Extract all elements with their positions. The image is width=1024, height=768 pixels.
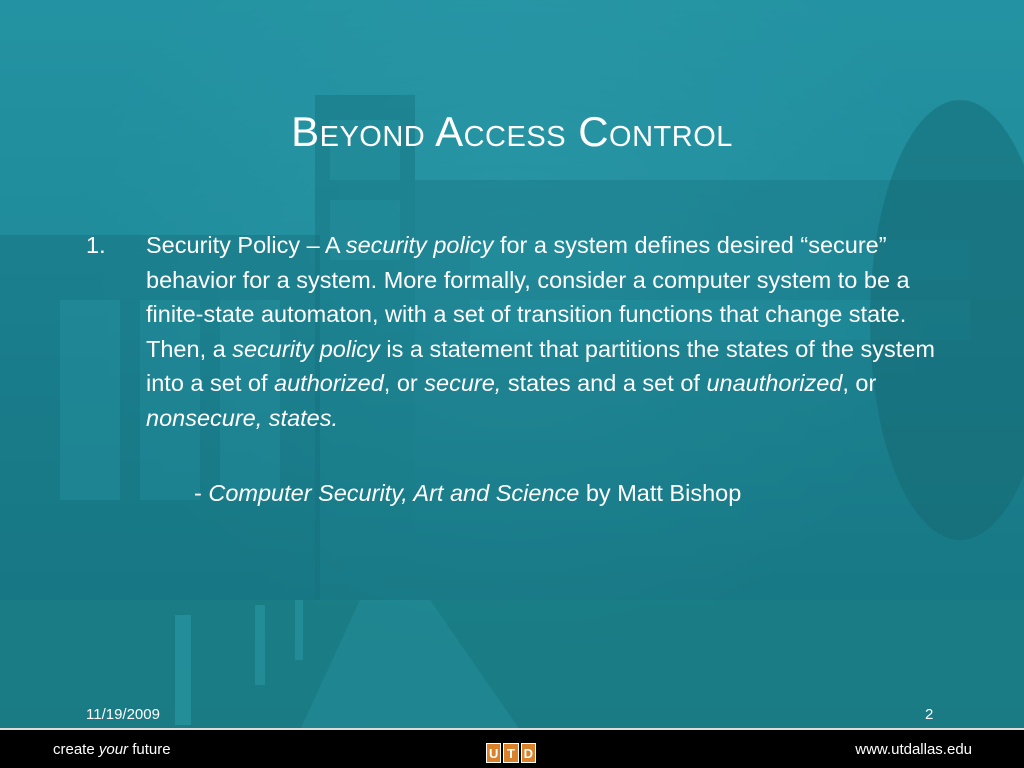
attribution-dash: - bbox=[194, 480, 209, 506]
tagline-text: future bbox=[128, 741, 171, 758]
text-segment: , or bbox=[383, 370, 425, 396]
list-item-text bbox=[146, 228, 946, 435]
logo-letter: T bbox=[503, 743, 518, 763]
text-segment: , or bbox=[842, 370, 877, 396]
text-emphasis: authorized bbox=[274, 370, 384, 396]
text-segment: is a statement that partitions the states of the system into a set of bbox=[146, 335, 935, 396]
author: by Matt Bishop bbox=[579, 480, 742, 506]
text-emphasis: secure, bbox=[424, 370, 502, 396]
slide-date: 11/19/2009 bbox=[86, 706, 160, 723]
text-emphasis: unauthorized bbox=[706, 370, 843, 396]
text-segment: Security Policy – A bbox=[146, 232, 346, 258]
text-segment: for a system defines desired “secure” behavior for a system. More formally, consider a computer system to be a finite-state automaton, with a set of transition functions that change state. Then, a bbox=[146, 232, 910, 362]
utd-logo bbox=[486, 743, 538, 763]
text-emphasis: security policy bbox=[232, 335, 380, 362]
slide-title: Beyond Access Control bbox=[291, 108, 733, 155]
text-emphasis: nonsecure, states. bbox=[146, 404, 339, 431]
footer-url[interactable]: www.utdallas.edu bbox=[855, 741, 972, 758]
logo-letter: U bbox=[486, 743, 501, 763]
attribution bbox=[194, 476, 741, 510]
footer-bar bbox=[0, 730, 1024, 768]
tagline-emphasis: your bbox=[98, 741, 129, 758]
logo-letter: D bbox=[521, 743, 536, 763]
text-segment: states and a set of bbox=[501, 370, 707, 396]
list-number: 1. bbox=[86, 232, 106, 258]
slide-page-number: 2 bbox=[925, 706, 934, 723]
footer-tagline bbox=[53, 741, 171, 758]
tagline-text: create bbox=[53, 741, 99, 758]
text-emphasis: security policy bbox=[345, 232, 494, 258]
book-title: Computer Security, Art and Science bbox=[208, 480, 580, 506]
